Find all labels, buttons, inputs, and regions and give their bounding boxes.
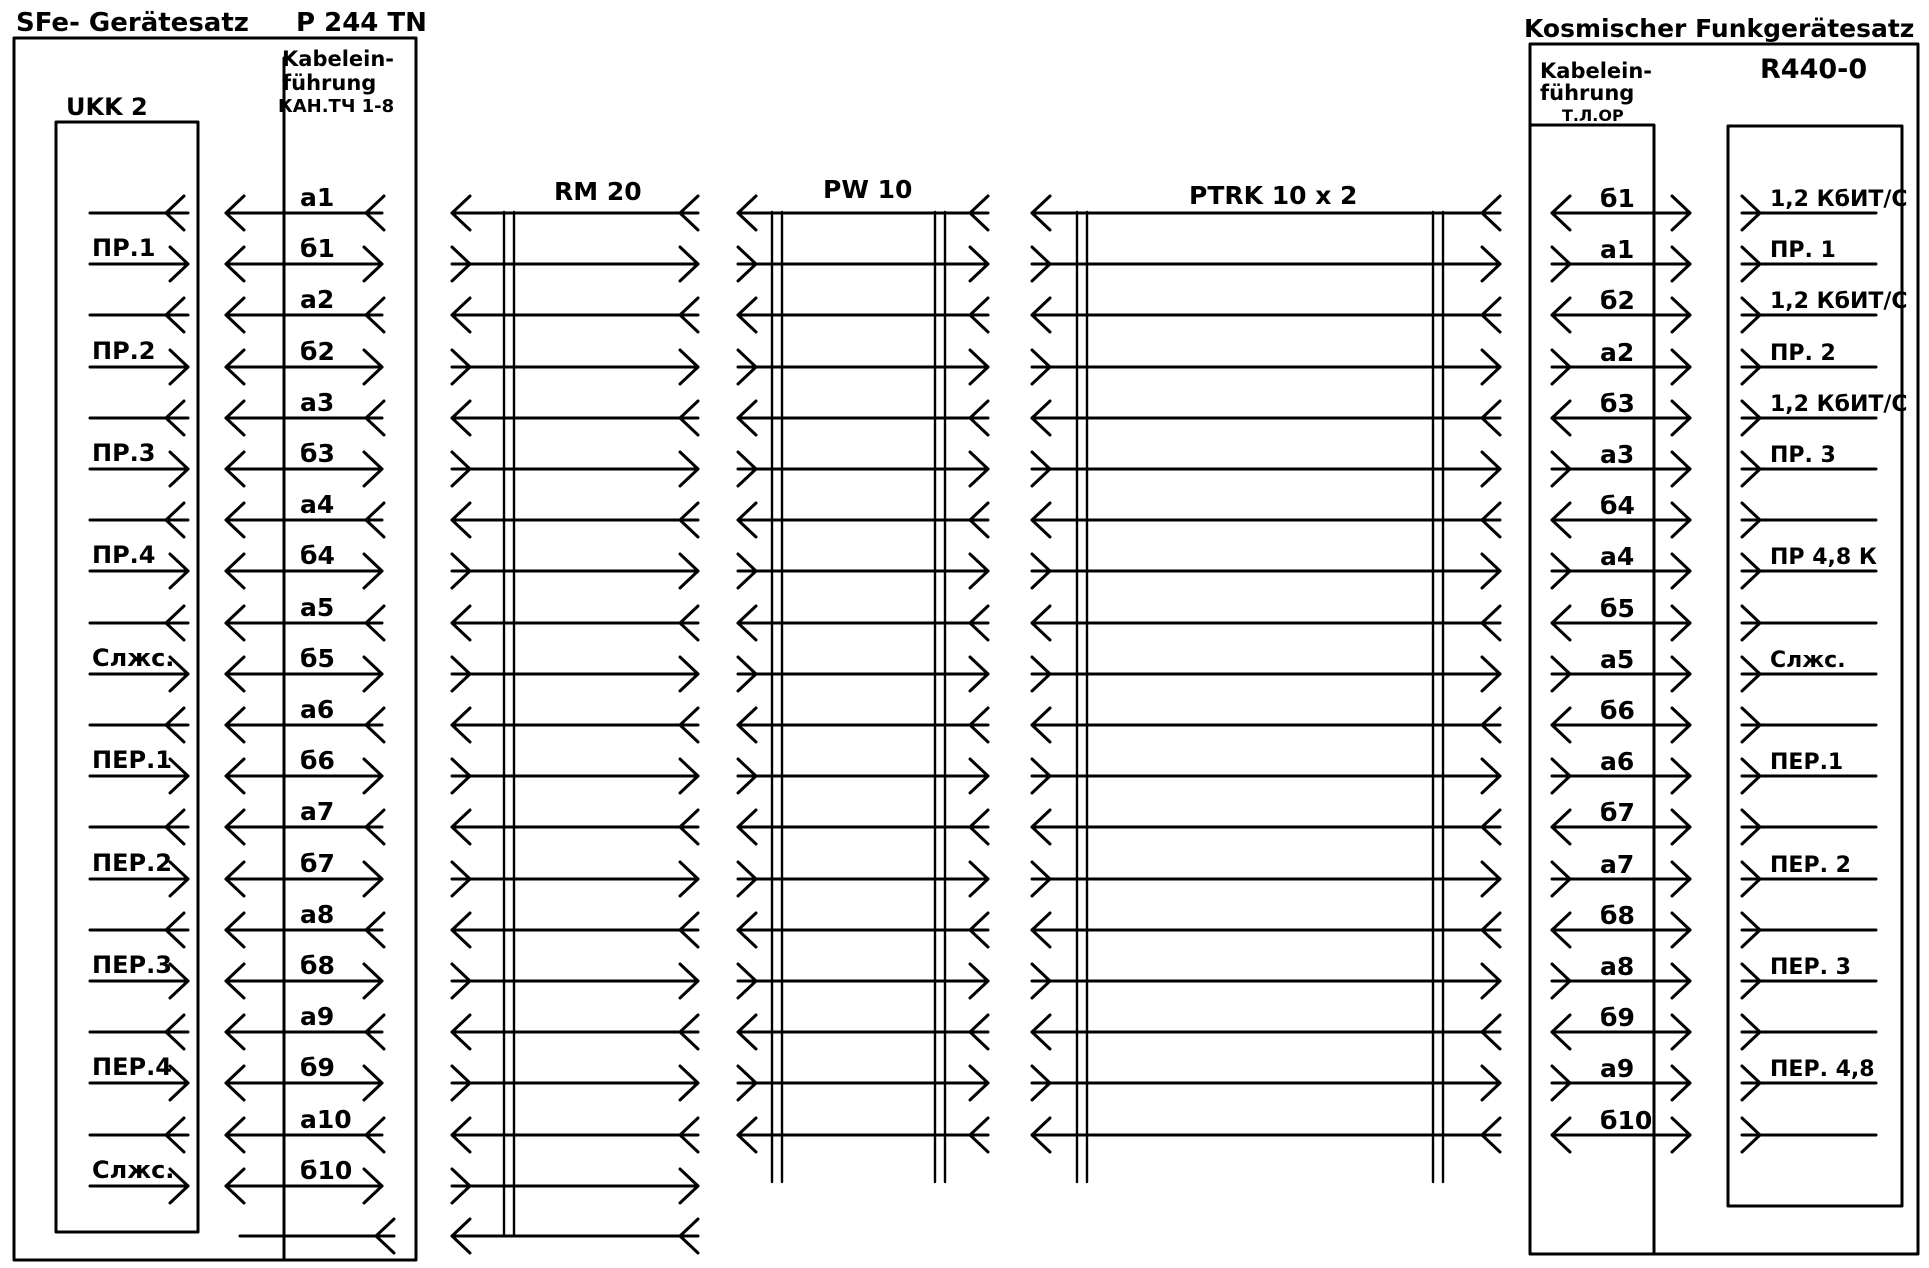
- left-wire-label-12: a7: [300, 797, 335, 826]
- left-wire-label-7: б4: [300, 541, 335, 570]
- left-wire-label-3: б2: [300, 337, 335, 366]
- right-cable-entry-line3: Т.Л.ОР: [1562, 106, 1624, 125]
- left-wire-label-14: a8: [300, 900, 335, 929]
- right-wire-label-14: б8: [1600, 901, 1635, 930]
- left-unit-model: P 244 TN: [296, 8, 427, 38]
- left-wire-label-15: б8: [300, 951, 335, 980]
- left-cable-entry-line3: КАН.ТЧ 1-8: [278, 96, 395, 117]
- cable-pw10-label: PW 10: [823, 175, 913, 204]
- right-wire-label-18: б10: [1600, 1106, 1653, 1135]
- right-channel-label-5: ПР. 3: [1770, 443, 1836, 468]
- left-wire-label-11: б6: [300, 746, 335, 775]
- right-channel-label-9: Слжс.: [1770, 648, 1846, 673]
- right-channel-label-0: 1,2 КбИТ/С: [1770, 187, 1908, 212]
- right-wire-label-13: a7: [1600, 850, 1635, 879]
- left-channel-label-3: ПР.4: [92, 541, 156, 569]
- right-unit-title: Kosmischer Funkgerätesatz: [1524, 14, 1915, 43]
- right-wire-label-8: б5: [1600, 594, 1635, 623]
- left-wire-label-8: a5: [300, 593, 335, 622]
- right-channel-label-13: ПЕР. 2: [1770, 853, 1851, 878]
- left-wire-label-13: б7: [300, 849, 335, 878]
- right-unit-model: R440-0: [1760, 54, 1868, 85]
- right-channel-label-2: 1,2 КбИТ/С: [1770, 289, 1908, 314]
- right-channel-label-11: ПЕР.1: [1770, 750, 1844, 775]
- left-channel-label-9: Слжс.: [92, 1156, 175, 1184]
- left-wire-label-0: a1: [300, 183, 335, 212]
- left-wire-label-18: a10: [300, 1105, 352, 1134]
- left-wire-label-1: б1: [300, 234, 335, 263]
- cable-ptrk-body: [1077, 212, 1443, 1182]
- right-wire-label-16: б9: [1600, 1003, 1635, 1032]
- left-channel-label-4: Слжс.: [92, 644, 175, 672]
- right-channel-label-7: ПР 4,8 К: [1770, 545, 1877, 570]
- left-channel-label-5: ПЕР.1: [92, 746, 172, 774]
- right-wire-label-9: a5: [1600, 645, 1635, 674]
- right-wire-label-15: a8: [1600, 952, 1635, 981]
- right-channel-label-17: ПЕР. 4,8: [1770, 1057, 1875, 1082]
- left-channel-label-8: ПЕР.4: [92, 1053, 172, 1081]
- right-cable-entry-line1: Kabelein-: [1540, 59, 1653, 83]
- left-cable-entry-line2: führung: [282, 71, 377, 95]
- right-wire-label-5: a3: [1600, 440, 1635, 469]
- right-channel-label-15: ПЕР. 3: [1770, 955, 1851, 980]
- ukk-block-label: UKK 2: [66, 93, 148, 121]
- left-wire-label-10: a6: [300, 695, 335, 724]
- left-channel-label-6: ПЕР.2: [92, 849, 172, 877]
- right-wire-label-3: a2: [1600, 338, 1635, 367]
- right-wire-label-4: б3: [1600, 389, 1635, 418]
- left-channel-label-2: ПР.3: [92, 439, 156, 467]
- left-wire-label-5: б3: [300, 439, 335, 468]
- right-wire-label-0: б1: [1600, 184, 1635, 213]
- right-wire-label-6: б4: [1600, 491, 1635, 520]
- left-cable-entry-line1: Kabelein-: [282, 47, 395, 71]
- right-wire-label-7: a4: [1600, 542, 1635, 571]
- cable-ptrk-label: PTRK 10 x 2: [1189, 181, 1358, 210]
- left-channel-label-7: ПЕР.3: [92, 951, 172, 979]
- left-unit-frame: [14, 38, 416, 1260]
- left-unit-title: SFe- Gerätesatz: [16, 8, 249, 38]
- left-wire-label-2: a2: [300, 285, 335, 314]
- left-wire-label-9: б5: [300, 644, 335, 673]
- right-cable-entry-line2: führung: [1540, 81, 1635, 105]
- left-wire-label-19: б10: [300, 1156, 353, 1185]
- right-wire-label-11: a6: [1600, 747, 1635, 776]
- right-wire-label-1: a1: [1600, 235, 1635, 264]
- left-wire-label-17: б9: [300, 1053, 335, 1082]
- left-channel-label-0: ПР.1: [92, 234, 156, 262]
- right-wire-label-10: б6: [1600, 696, 1635, 725]
- cable-pw10-body: [772, 212, 945, 1182]
- left-wire-label-6: a4: [300, 490, 335, 519]
- right-wire-label-17: a9: [1600, 1054, 1635, 1083]
- right-wire-label-2: б2: [1600, 286, 1635, 315]
- right-channel-label-1: ПР. 1: [1770, 238, 1836, 263]
- right-wire-label-12: б7: [1600, 798, 1635, 827]
- left-wire-label-16: a9: [300, 1002, 335, 1031]
- right-channel-label-4: 1,2 КбИТ/С: [1770, 392, 1908, 417]
- wire-rows: [90, 183, 1908, 1253]
- left-wire-label-4: a3: [300, 388, 335, 417]
- left-channel-label-1: ПР.2: [92, 337, 156, 365]
- right-channel-label-3: ПР. 2: [1770, 341, 1836, 366]
- cable-rm20-label: RM 20: [554, 177, 642, 206]
